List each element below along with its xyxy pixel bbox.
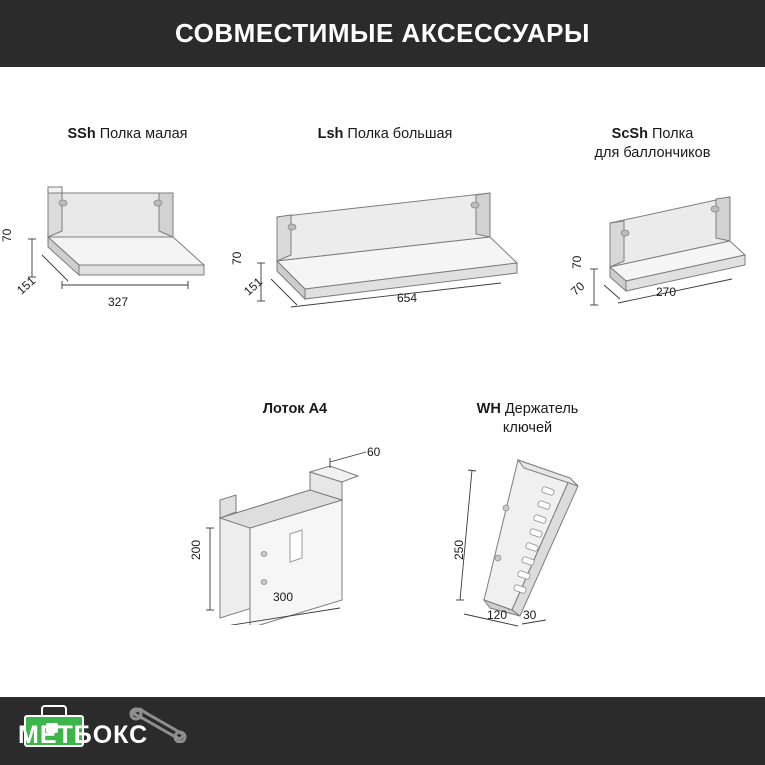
product-scsh-code: ScSh bbox=[611, 126, 648, 142]
product-ssh-caption bbox=[0, 125, 255, 144]
product-trayA4-caption bbox=[175, 400, 415, 419]
product-ssh bbox=[0, 125, 255, 325]
product-ssh-illustration bbox=[18, 185, 228, 305]
product-lsh-name: Полка большая bbox=[347, 126, 453, 142]
product-lsh-caption bbox=[225, 125, 545, 144]
brand-logo bbox=[8, 701, 194, 761]
product-lsh-dim-height: 70 bbox=[230, 251, 244, 265]
product-lsh-dim-width: 654 bbox=[397, 291, 418, 305]
wrench-icon bbox=[128, 707, 188, 743]
product-trayA4-dim-depth: 60 bbox=[367, 445, 381, 459]
product-scsh-caption bbox=[540, 125, 765, 163]
product-wh-dim-width: 120 bbox=[487, 608, 508, 622]
header-bar bbox=[0, 0, 765, 67]
product-wh-illustration bbox=[450, 448, 610, 633]
product-ssh-name: Полка малая bbox=[99, 126, 188, 142]
product-scsh-dim-height: 70 bbox=[570, 255, 584, 269]
product-lsh-code: Lsh bbox=[317, 126, 344, 142]
page-title: СОВМЕСТИМЫЕ АКСЕССУАРЫ bbox=[175, 18, 590, 48]
product-ssh-dim-depth: 151 bbox=[14, 273, 39, 298]
product-wh-name-line2: ключей bbox=[502, 420, 553, 436]
footer-bar bbox=[0, 697, 765, 765]
product-trayA4 bbox=[175, 400, 415, 630]
product-scsh-name-line2: для баллончиков bbox=[594, 145, 711, 161]
product-trayA4-code: Лоток A4 bbox=[262, 401, 328, 417]
product-trayA4-dim-width: 300 bbox=[273, 590, 294, 604]
product-wh-dim-thickness: 30 bbox=[523, 608, 537, 622]
product-trayA4-illustration bbox=[190, 450, 405, 625]
product-scsh-dim-depth: 70 bbox=[568, 279, 588, 299]
product-wh bbox=[420, 400, 635, 640]
product-wh-dim-height: 250 bbox=[452, 539, 466, 560]
product-wh-caption bbox=[420, 400, 635, 438]
brand-name: МЕТБОКС bbox=[18, 721, 149, 749]
product-scsh-name: Полка bbox=[651, 126, 694, 142]
product-wh-code: WH bbox=[476, 401, 501, 417]
product-wh-name: Держатель bbox=[504, 401, 579, 417]
product-lsh bbox=[225, 125, 545, 325]
product-ssh-dim-width: 327 bbox=[108, 295, 129, 309]
product-trayA4-dim-height: 200 bbox=[189, 539, 203, 560]
product-ssh-dim-height: 70 bbox=[0, 228, 14, 242]
product-lsh-illustration bbox=[245, 185, 530, 310]
product-scsh bbox=[540, 125, 765, 325]
product-scsh-dim-width: 270 bbox=[656, 285, 677, 299]
product-ssh-code: SSh bbox=[67, 126, 96, 142]
product-lsh-dim-depth: 151 bbox=[241, 274, 266, 299]
